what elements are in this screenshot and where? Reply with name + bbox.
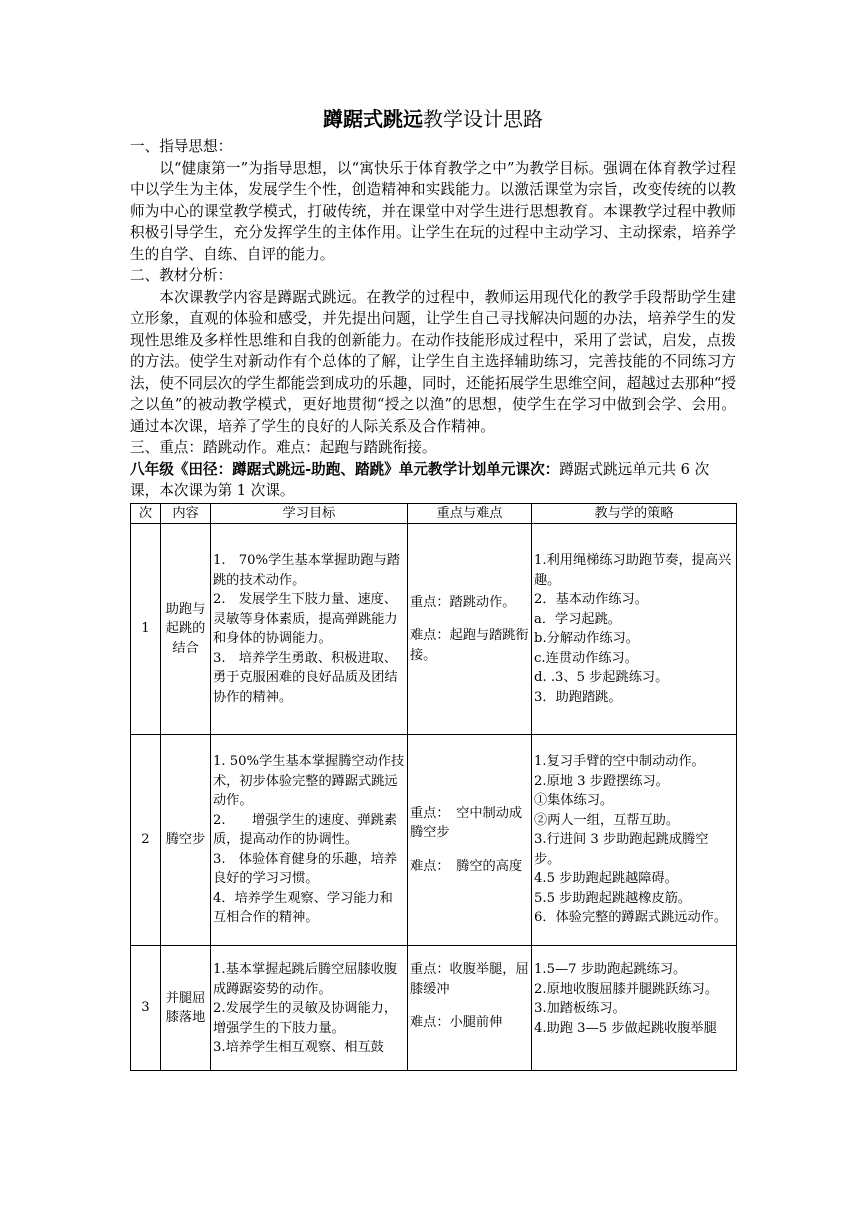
row-content: 并腿屈膝落地 [161,946,211,1071]
row-key [408,524,532,735]
section-body-material: 本次课教学内容是蹲踞式跳远。在教学的过程中，教师运用现代化的教学手段帮助学生建立形象，直观的体验和感受，并先提出问题，让学生自己寻找解决问题的办法，培养学生的发现性思维及多样性思维和自我的创新能力。在动作技能形成过程中，采用了尝试，启发，点拨的方法。使学生对新动作有个总体的了解，让学生自主选择辅助练习，完善技能的不同练习方法，使不同层次的学生都能尝到成功的乐趣，同时，还能拓展学生思维空间，超越过去那种“授之以鱼”的被动教学模式，更好地贯彻“授之以渔”的思想，使学生在学习中做到会学、会用。通过本次课，培养了学生的良好的人际关系及合作精神。 [130,288,736,435]
row-strategy [532,524,737,735]
goal-item: 3. 体验体育健身的乐趣，培养良好的学习习惯。 [213,851,398,887]
row-goals [211,735,408,946]
strategy-item: 1.利用绳梯练习助跑节奏，提高兴趣。 [534,553,732,588]
row-num: 1 [131,524,161,735]
header-goals: 学习目标 [211,503,408,524]
goal-item: 1. 70%学生基本掌握助跑与踏跳的技术动作。 [213,553,400,588]
row-content: 腾空步 [161,735,211,946]
title-rest: 教学设计思路 [423,107,543,131]
row-key [408,735,532,946]
goal-item: 2.发展学生的灵敏及协调能力，增强学生的下肢力量。 [213,1001,398,1036]
row-num: 3 [131,946,161,1071]
strategy-item: 4.5 步助跑起跳越障碍。 [534,871,678,887]
row-strategy [532,946,737,1071]
strategy-item: 2.原地收腹屈膝并腿跳跃练习。 [534,981,719,997]
row-content: 助跑与起跳的结合 [161,524,211,735]
header-key: 重点与难点 [408,503,532,524]
unit-plan-bold: 八年级《田径：蹲踞式跳远-助跑、踏跳》单元教学计划单元课次： [130,460,560,478]
strategy-item: ②两人一组，互帮互助。 [534,812,680,828]
strategy-item: ①集体练习。 [534,793,614,809]
lesson-table [130,503,737,1072]
goal-item: 2. 发展学生下肢力量、速度、灵敏等身体素质，提高弹跳能力和身体的协调能力。 [213,592,398,646]
strategy-item: 3．助跑踏跳。 [534,689,622,705]
key-item: 重点： 空中制动成腾空步 [410,805,523,841]
key-points: 三、重点：踏跳动作。难点：起跑与踏跳衔接。 [130,439,437,456]
strategy-item: a．学习起跳。 [534,611,621,627]
row-goals [211,524,408,735]
row-key [408,946,532,1071]
strategy-item: 5.5 步助跑起跳越橡皮筋。 [534,890,692,906]
goal-item: 4．培养学生观察、学习能力和互相合作的精神。 [213,890,393,926]
table-row [131,735,737,946]
strategy-item: 2．基本动作练习。 [534,592,648,607]
key-item: 重点：踏跳动作。 [410,594,516,610]
goal-item: 3. 培养学生勇敢、积极进取、勇于克服困难的良好品质及团结协作的精神。 [213,650,398,705]
goal-item: 1. 50%学生基本掌握腾空动作技术，初步体验完整的蹲踞式跳远动作。 [213,754,405,809]
key-item: 难点： 腾空的高度 [410,858,523,874]
strategy-item: d. .3、5 步起跳练习。 [534,670,669,685]
table-row [131,524,737,735]
table-header-row [131,503,737,524]
document-title [130,104,736,134]
strategy-item: 4.助跑 3—5 步做起跳收腹举腿 [534,1020,717,1036]
goal-item: 1.基本掌握起跳后腾空屈膝收腹成蹲踞姿势的动作。 [213,962,398,997]
strategy-item: 6．体验完整的蹲踞式跳远动作。 [534,910,728,926]
row-goals [211,946,408,1071]
strategy-item: 1.复习手臂的空中制动动作。 [534,754,705,770]
header-strategy: 教与学的策略 [532,503,737,524]
key-item: 难点：小腿前伸 [410,1015,503,1030]
key-item: 难点：起跑与踏跳衔接。 [410,628,529,663]
unit-plan [130,459,736,502]
section-heading-material: 二、教材分析： [130,267,233,284]
header-content: 内容 [161,503,211,524]
strategy-item: 2.原地 3 步蹬摆练习。 [534,773,669,789]
strategy-item: 3.行进间 3 步助跑起跳成腾空步。 [534,832,709,867]
strategy-item: c.连贯动作练习。 [534,650,638,666]
goal-item: 2. 增强学生的速度、弹跳素质，提高动作的协调性。 [213,812,398,848]
table-row [131,946,737,1071]
header-num: 次 [131,503,161,524]
row-num: 2 [131,735,161,946]
key-item: 重点：收腹举腿，屈膝缓冲 [410,962,529,997]
strategy-item: 1.5—7 步助跑起跳练习。 [534,962,687,977]
unit-plan-normal: 蹲踞式跳远单元共 6 次课，本次课为第 1 次课。 [130,460,710,499]
section-body-guiding: 以“健康第一”为指导思想，以“寓快乐于体育教学之中”为教学目标。强调在体育教学过程中以学生为主体，发展学生个性，创造精神和实践能力。以激活课堂为宗旨，改变传统的以教师为中心的课堂教学模式，打破传统，并在课堂中对学生进行思想教育。本课教学过程中教师积极引导学生，充分发挥学生的主体作用。让学生在玩的过程中主动学习、主动探索，培养学生的自学、自练、自评的能力。 [130,159,736,263]
document-page [130,104,736,1071]
strategy-item: b.分解动作练习。 [534,631,639,646]
strategy-item: 3.加踏板练习。 [534,1001,626,1016]
goal-item: 3.培养学生相互观察、相互鼓 [213,1040,384,1055]
title-bold: 蹲踞式跳远 [323,107,423,131]
section-heading-guiding: 一、指导思想： [130,138,233,155]
row-strategy [532,735,737,946]
